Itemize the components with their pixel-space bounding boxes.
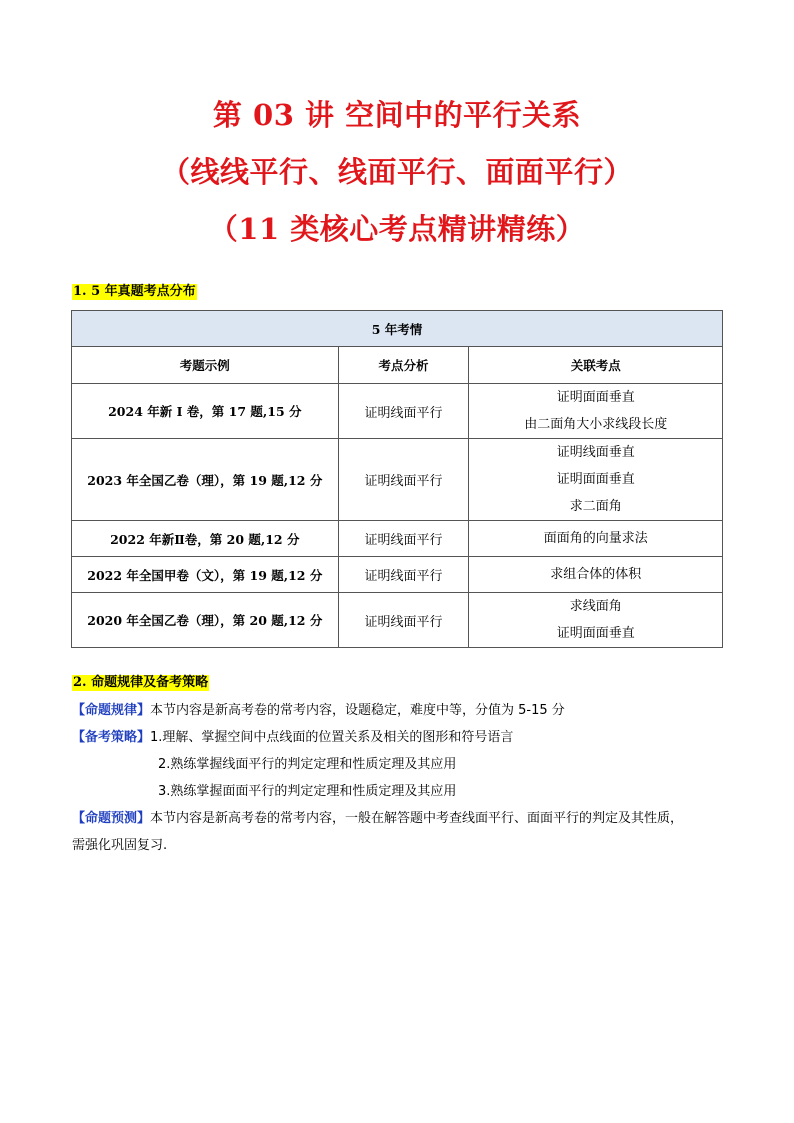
title-line-2: （线线平行、线面平行、面面平行） — [160, 155, 633, 189]
related-item: 面面角的向量求法 — [543, 531, 648, 546]
cell-analysis: 证明线面平行 — [338, 557, 469, 593]
cell-related — [469, 439, 723, 521]
cell-example: 2023 年全国乙卷（理），第 19 题,12 分 — [72, 439, 339, 521]
exam-distribution-table — [71, 310, 723, 648]
cell-example: 2022 年全国甲卷（文），第 19 题,12 分 — [72, 557, 339, 593]
table-row — [72, 521, 723, 557]
column-header-example: 考题示例 — [72, 347, 339, 384]
rule-text: 本节内容是新高考卷的常考内容，设题稳定，难度中等，分值为 5-15 分 — [150, 703, 565, 718]
table-caption: 5 年考情 — [72, 311, 723, 347]
related-item: 求组合体的体积 — [550, 567, 642, 582]
strategy-tag: 【备考策略】 — [72, 730, 151, 745]
strategy-item: 3.熟练掌握面面平行的判定定理和性质定理及其应用 — [158, 784, 457, 799]
title-line-3: （11 类核心考点精讲精练） — [208, 212, 586, 246]
table-row — [72, 439, 723, 521]
rule-tag: 【命题规律】 — [72, 703, 151, 718]
related-item: 证明面面垂直 — [556, 626, 635, 641]
strategy-item: 1.理解、掌握空间中点线面的位置关系及相关的图形和符号语言 — [150, 730, 514, 745]
predict-text: 本节内容是新高考卷的常考内容，一般在解答题中考查线面平行、面面平行的判定及其性质， — [150, 811, 684, 826]
predict-text-continued: 需强化巩固复习. — [72, 838, 168, 853]
title-line-1: 第 03 讲 空间中的平行关系 — [212, 98, 582, 132]
related-item: 求二面角 — [569, 499, 622, 514]
cell-analysis: 证明线面平行 — [338, 593, 469, 648]
section-2-heading: 2. 命题规律及备考策略 — [73, 675, 209, 690]
strategy-item: 2.熟练掌握线面平行的判定定理和性质定理及其应用 — [158, 757, 457, 772]
rule-paragraph — [72, 697, 732, 724]
table-row — [72, 593, 723, 648]
cell-example: 2024 年新 I 卷，第 17 题,15 分 — [72, 384, 339, 439]
table-row — [72, 384, 723, 439]
related-item: 证明面面垂直 — [556, 472, 635, 487]
strategy-paragraph — [72, 724, 732, 751]
predict-tag: 【命题预测】 — [72, 811, 151, 826]
cell-related — [469, 593, 723, 648]
related-item: 证明线面垂直 — [556, 445, 635, 460]
related-item: 证明面面垂直 — [556, 390, 635, 405]
cell-related — [469, 384, 723, 439]
column-header-analysis: 考点分析 — [338, 347, 469, 384]
related-item: 由二面角大小求线段长度 — [524, 417, 668, 432]
section-1-heading: 1. 5 年真题考点分布 — [73, 284, 196, 299]
cell-example: 2020 年全国乙卷（理），第 20 题,12 分 — [72, 593, 339, 648]
cell-analysis: 证明线面平行 — [338, 384, 469, 439]
related-item: 求线面角 — [569, 599, 622, 614]
column-header-related: 关联考点 — [469, 347, 723, 384]
cell-related — [469, 557, 723, 593]
table-row — [72, 557, 723, 593]
cell-example: 2022 年新Ⅱ卷，第 20 题,12 分 — [72, 521, 339, 557]
cell-related — [469, 521, 723, 557]
cell-analysis: 证明线面平行 — [338, 439, 469, 521]
cell-analysis: 证明线面平行 — [338, 521, 469, 557]
predict-paragraph — [72, 805, 732, 832]
